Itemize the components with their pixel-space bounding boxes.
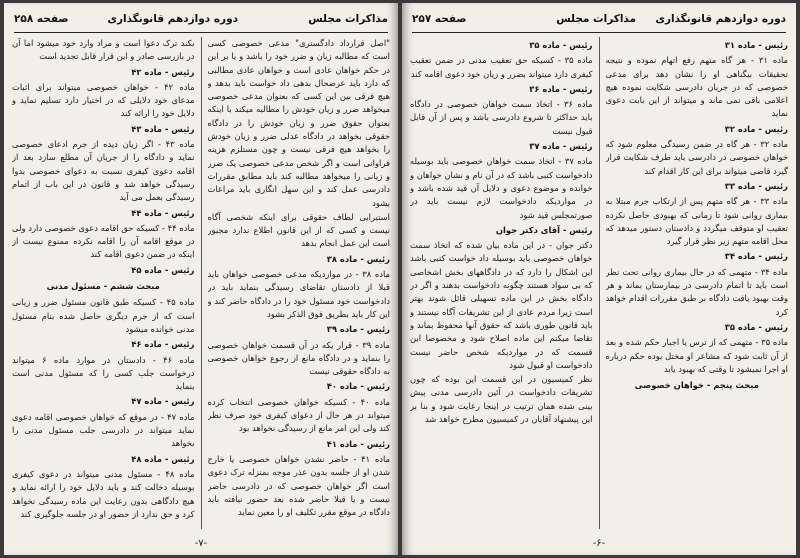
left-page — [4, 3, 398, 555]
paragraph: ماده ۳۷ - اتخاذ سمت خواهان خصوصی باید بوسیله دادخواست کتبی باشد که در آن نام و نشان خواهان و خوانده و موضوع دعوی و دلایل آن قید شده باشد و در مواردیکه دادخواست لازم نیست باید در صورتمجلس قید شود — [410, 156, 593, 220]
left-page-header — [14, 13, 388, 31]
paragraph: نظر کمیسیون در این قسمت این بوده که چون تشریفات دادخواست در آئین دادرسی مدنی پیش بینی شده همان ترتیب در اینجا رعایت شود و بنا بر این پیشنهاد آقایان در کمیسیون مطرح خواهد شد — [410, 374, 593, 425]
speaker-line: رئیس - ماده ۳۱ — [724, 40, 788, 50]
paragraph: ماده ۳۲ - هر گاه در ضمن رسیدگی معلوم شود که خواهان خصوصی در دادرسی باید طرف شکایت قرار گیرد قاضی میتواند برای این کار اقدام کند — [605, 139, 788, 176]
left-page-right-column — [208, 37, 391, 529]
right-header-rule — [412, 32, 786, 33]
speaker-line: رئیس - ماده ۳۵ — [724, 321, 788, 332]
left-page-columns — [12, 37, 390, 529]
paragraph: ماده ۴۳ - اگر زیان دیده از جرم ادعای خصوصی نماید و دادگاه را از جریان آن مطلع سازد بعد از اقامه دعوی کیفری نسبت به دعوای خصوصی بدوا رسیدگی خواهد شد و قانون در این باب از اتمام رسیدگی بعمل می آید — [12, 139, 195, 203]
speaker-line: رئیس - ماده ۳۶ — [529, 83, 593, 94]
speaker-line: رئیس - ماده ۳۲ — [724, 123, 788, 134]
book-spread — [4, 3, 796, 555]
left-header-page-number: صفحه ۲۵۸ — [14, 13, 69, 25]
speaker-line: رئیس - ماده ۴۸ — [131, 453, 195, 464]
speaker-line: رئیس - ماده ۳۴ — [724, 251, 788, 262]
left-page-footer: -۷- — [194, 538, 208, 549]
speaker-line: رئیس - ماده ۳۷ — [529, 141, 593, 152]
right-page-columns — [410, 37, 788, 529]
speaker-line: رئیس - ماده ۴۴ — [131, 207, 195, 218]
left-column-divider — [201, 37, 202, 529]
speaker-line: رئیس - ماده ۴۱ — [326, 438, 390, 449]
paragraph: ماده ۴۶ - دادستان در موارد ماده ۶ میتواند درخواست جلب کسی را که مسئول مدنی است بنماید — [12, 354, 195, 392]
paragraph: ماده ۳۳ - هر گاه متهم پس از ارتکاب جرم مبتلا به بیماری روانی شود تا زمانی که بهبودی حاصل نکرده تعقیب او متوقف میگردد و دادستان دستور میدهد که محل اقامه متهم زیر نظر قرار گیرد — [605, 196, 788, 247]
paragraph: ماده ۴۸ - مسئول مدنی میتواند در دعوی کیفری بوسیله دخالت کند و باید دلایل خود را ارائه نماید و هیچ دادگاهی بدون رعایت این ماده رسیدگی نخواهد کرد و حق ندارد از حضور او در جلسه جلوگیری کند — [12, 468, 195, 519]
right-page-right-column — [606, 37, 789, 529]
paragraph: ماده ۴۷ - در موقع که خواهان خصوصی اقامه دعوی نماید میتواند در دادرسی جلب مسئول مدنی را بخواهد — [12, 411, 195, 449]
paragraph: ماده ۳۹ - قرار یکه در آن قسمت خواهان خصوصی را بنماید و در دادگاه مانع از رجوع خواهان خصوصی به دادگاه حقوقی نیست — [207, 339, 390, 377]
right-header-session: دوره دوازدهم قانونگذاری — [655, 13, 786, 25]
paragraph: بکند ترک دعوا است و مراد وارد خود میشود اما آن در بازرسی صادر و این قرار قابل تجدید است — [12, 38, 195, 62]
paragraph: "اصل قرارداد دادگستری" مدعی خصوصی کسی است که مطالبه زیان و ضرر خود را باشد و یا بر این در حکم خواهان عادی است و خواهان عادی مطالبی که دارد باید عرضحال بدهی داد خواست باید بدهد و هیچ فرقی بین این کسی که بعنوان مدعی خصوصی میخواهد ضرر و زیان خودش را مطالبه میکند با اینکه بعنوان حقوق ضرر و زیان خودش را در دادگاه حقوقی بخواهد در دادگاه عدلی ضرر و زیان خودش را بخواهد هیچ فرقی نیست و چون مستلزم هزینه فراوانی است و اگر شخص مدعی خصوصی یک ضرر و زیانی را میخواهد مطالبه کند باید مطابق مقررات دادرسی عمل کند و این سهل انگاری باید مراعات بشود — [207, 38, 390, 208]
paragraph: ماده ۳۵ - متهمی که از ترس یا اجبار حکم شده و بعد از آن ثابت شود که مشاعر او مختل بوده حکم درباره او اجرا نمیشود تا وقتی که بهبود یابد — [605, 337, 788, 374]
right-page-footer: -۶- — [592, 538, 606, 549]
speaker-line: رئیس - ماده ۳۹ — [326, 324, 390, 335]
paragraph: ماده ۳۸ - در مواردیکه مدعی خصوصی خواهان باید قبلا از دادستان تقاضای رسیدگی بنماید باید در دادخواست خود مسئول خود را در دادگاه حاضر کند و این کار باید بطریق فوق الذکر بشود — [207, 269, 390, 319]
speaker-line: رئیس - ماده ۳۳ — [724, 180, 788, 191]
paragraph: ماده ۳۱ - هر گاه متهم رفع اتهام نموده و نتیجه تحقیقات بیگناهی او را نشان دهد برای مدعی خصوصی که در جریان دادرسی شکایت نموده هیچ اعلامی باقی نمی ماند و میتواند از این بابت دعوی نماید — [605, 55, 788, 119]
speaker-line: رئیس - ماده ۴۵ — [131, 264, 195, 275]
speaker-line: رئیس - آقای دکتر جوان — [495, 224, 593, 235]
speaker-line: رئیس - ماده ۴۳ — [131, 123, 195, 134]
right-header-title: مذاکرات مجلس — [556, 13, 636, 25]
section-heading: مبحث ششم - مسئول مدنی — [46, 281, 160, 292]
section-heading: مبحث پنجم - خواهان خصوصی — [634, 380, 759, 391]
paragraph: ماده ۴۱ - حاضر نشدن خواهان خصوصی یا خارج شدن او از جلسه بدون عذر موجه بمنزله ترک دعوی است اگر خواهان خصوصی که در دادرسی حاضر نیست و یا قبلا حاضر شده بعد حضور نیافته باید دادگاه در موقع مقرر تکلیف او را معین نماید — [207, 453, 390, 518]
right-column-divider — [599, 37, 600, 529]
left-header-session: دوره دوازدهم قانونگذاری — [107, 13, 238, 25]
paragraph: ماده ۴۰ - کسیکه خواهان خصوصی انتخاب کرده میتواند در هر حال از دعوای کیفری خود صرف نظر کند ولی این امر مانع از رسیدگی نخواهد بود — [207, 396, 390, 434]
speaker-line: رئیس - ماده ۴۰ — [326, 381, 390, 392]
paragraph: ماده ۴۲ - خواهان خصوصی میتواند برای اثبات مدعای خود دلایلی که در اختیار دارد تسلیم نماید و دلایل خود را ارائه کند — [12, 81, 195, 119]
paragraph: ماده ۳۶ - اتخاذ سمت خواهان خصوصی در دادگاه باید حداکثر تا شروع دادرسی باشد و پس از آن قابل قبول نیست — [410, 99, 593, 136]
right-page-header — [412, 13, 786, 31]
speaker-line: رئیس - ماده ۳۸ — [326, 253, 390, 264]
left-header-rule — [14, 32, 388, 33]
paragraph: ماده ۴۵ - کسیکه طبق قانون مسئول ضرر و زیانی است که از جرم دیگری حاصل شده بنام مسئول مدنی خوانده میشود — [12, 297, 195, 334]
left-page-left-column — [12, 37, 195, 529]
speaker-line: رئیس - ماده ۴۷ — [131, 396, 195, 407]
paragraph: ماده ۴۴ - کسیکه حق اقامه دعوی خصوصی دارد ولی در موقع اقامه آن را اقامه نکرده ممنوع نیست از اینکه در ضمن دعوی اقامه کند — [12, 222, 195, 260]
speaker-line: رئیس - ماده ۳۵ — [529, 40, 593, 50]
left-header-title: مذاکرات مجلس — [308, 13, 388, 25]
paragraph: ماده ۳۴ - متهمی که در حال بیماری روانی تحت نظر است باید تا اتمام دادرسی در بیمارستان بماند و هر وقت بهبود یافت دادگاه بر طبق مقررات اقدام خواهد کرد — [605, 266, 788, 317]
right-header-page-number: صفحه ۲۵۷ — [412, 13, 467, 25]
paragraph: دکتر جوان - در این ماده بیان شده که اتخاذ سمت خواهان خصوصی باید بوسیله داد خواست کتبی باشد این اشکال را دارد که در دادگاههای بخش اشخاصی که بی سواد هستند چگونه دادخواست بدهند و اگر در دادگاه بخش در این ماده تسهیلی قائل شوند بهتر است زیرا مردم عادی از این تشریفات آگاه نیستند و باید قانون طوری باشد که حقوق آنها محفوظ بماند و تقاضا میکنم این ماده اصلاح شود و مخصوصا این قسمت که در مواردیکه شخص حاضر نیست دادخواست او قبول شود — [410, 240, 593, 370]
speaker-line: رئیس - ماده ۴۶ — [131, 339, 195, 350]
right-page-left-column — [410, 37, 593, 529]
speaker-line: رئیس - ماده ۴۲ — [131, 66, 195, 77]
right-page — [402, 3, 796, 555]
paragraph: ماده ۳۵ - کسیکه حق تعقیب مدنی در ضمن تعقیب کیفری دارد میتواند بضرر و زیان خود دعوی اقامه کند — [410, 55, 593, 79]
paragraph: استبرایی لطاف حقوقی برای اینکه شخصی آگاه نیست و کسی که از این قانون اطلاع ندارد مجبور است این عمل انجام بدهد — [207, 211, 390, 249]
